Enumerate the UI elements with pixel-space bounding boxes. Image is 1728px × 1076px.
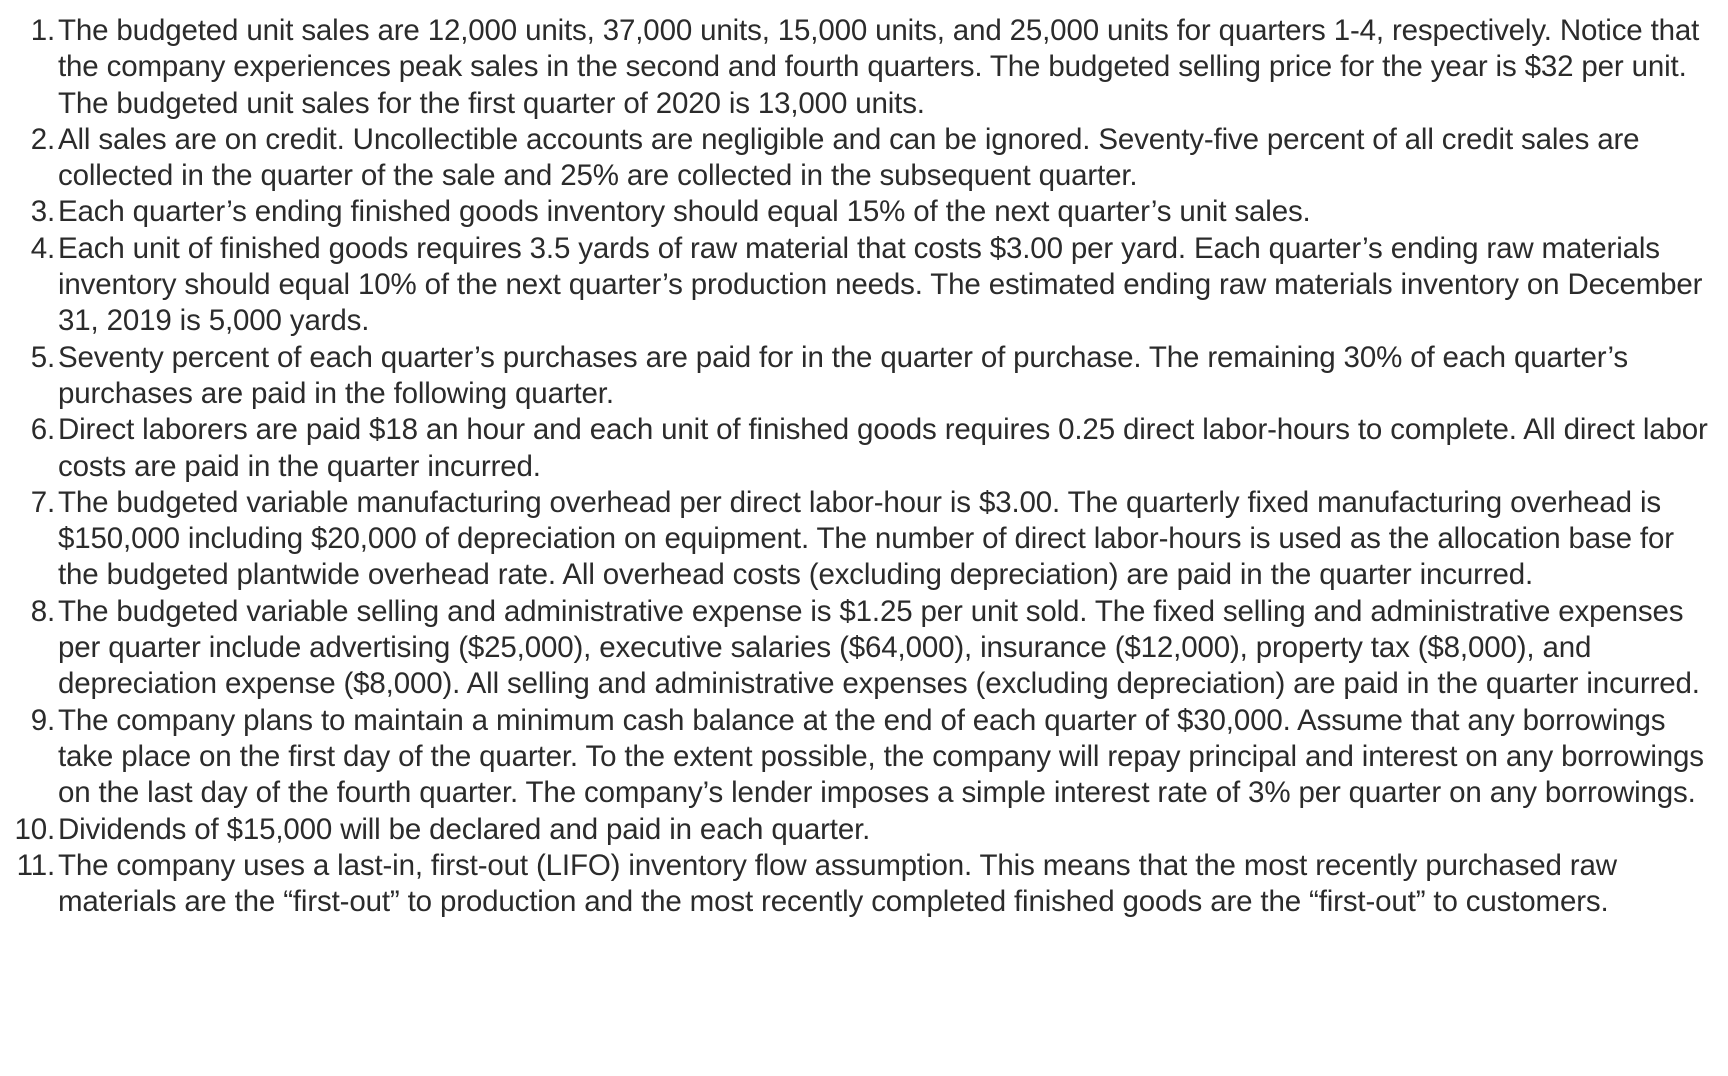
item-number: 2. [30,122,55,156]
list-item-1 [0,13,1728,122]
list-item-2 [0,122,1728,195]
item-number: 1. [30,14,55,47]
list-item-9 [0,703,1728,812]
item-number: 4. [30,231,55,265]
item-number: 7. [30,485,55,519]
list-item-11 [0,848,1728,921]
item-text: Seventy percent of each quarter’s purchases are paid for in the quarter of purchase. The remaining 30% of each quarter’s purchases are paid in the following quarter. [58,340,1628,410]
list-item-5 [0,340,1728,413]
list-item-10 [0,812,1728,848]
item-number: 8. [30,594,55,628]
item-text: The budgeted variable manufacturing overhead per direct labor-hour is $3.00. The quarterly fixed manufacturing overhead is $150,000 including $20,000 of depreciation on equipment. The number of direct labor-hours is used as the allocation base for the budgeted plantwide overhead rate. All overhead costs (excluding depreciation) are paid in the quarter incurred. [58,485,1674,592]
item-text: Each quarter’s ending finished goods inventory should equal 15% of the next quarter’s unit sales. [58,195,1311,229]
item-text: Dividends of $15,000 will be declared and paid in each quarter. [58,812,871,846]
item-text: Each unit of finished goods requires 3.5 yards of raw material that costs $3.00 per yard. Each quarter’s ending raw materials inventory should equal 10% of the next quarter’s production needs. The estimated ending raw materials inventory on December 31, 2019 is 5,000 yards. [58,231,1703,338]
item-text: Direct laborers are paid $18 an hour and each unit of finished goods requires 0.25 direct labor-hours to complete. All direct labor costs are paid in the quarter incurred. [58,413,1708,483]
list-item-7 [0,485,1728,594]
assumptions-list [0,13,1728,920]
item-number: 9. [30,703,55,737]
list-item-4 [0,231,1728,340]
item-text: The budgeted variable selling and administrative expense is $1.25 per unit sold. The fixed selling and administrative expenses per quarter include advertising ($25,000), executive salaries ($64,000), insurance ($12,000), property tax ($8,000), and depreciation expense ($8,000). All selling and administrative expenses (excluding depreciation) are paid in the quarter incurred. [58,594,1700,701]
item-number: 3. [30,195,55,229]
list-item-3 [0,194,1728,230]
list-item-6 [0,412,1728,485]
item-number: 6. [30,413,55,447]
item-text: The company plans to maintain a minimum cash balance at the end of each quarter of $30,000. Assume that any borrowings take place on the first day of the quarter. To the extent possible, the company will repay principal and interest on any borrowings on the last day of the fourth quarter. The company’s lender imposes a simple interest rate of 3% per quarter on any borrowings. [58,703,1704,810]
item-number: 5. [30,340,55,374]
item-text: All sales are on credit. Uncollectible accounts are negligible and can be ignored. Seventy-five percent of all credit sales are collected in the quarter of the sale and 25% are collected in the subsequent quarter. [58,122,1640,193]
list-item-8 [0,594,1728,703]
item-number: 11. [16,848,55,882]
item-text: The budgeted unit sales are 12,000 units, 37,000 units, 15,000 units, and 25,000 units for quarters 1-4, respectively. Notice that the company experiences peak sales in the second and fourth quarters. The budgeted selling price for the year is $32 per unit. The budgeted unit sales for the first quarter of 2020 is 13,000 units. [58,14,1700,120]
item-text: The company uses a last-in, first-out (LIFO) inventory flow assumption. This means that the most recently purchased raw materials are the “first-out” to production and the most recently completed finished goods are the “first-out” to customers. [58,848,1617,919]
item-number: 10. [14,812,55,846]
